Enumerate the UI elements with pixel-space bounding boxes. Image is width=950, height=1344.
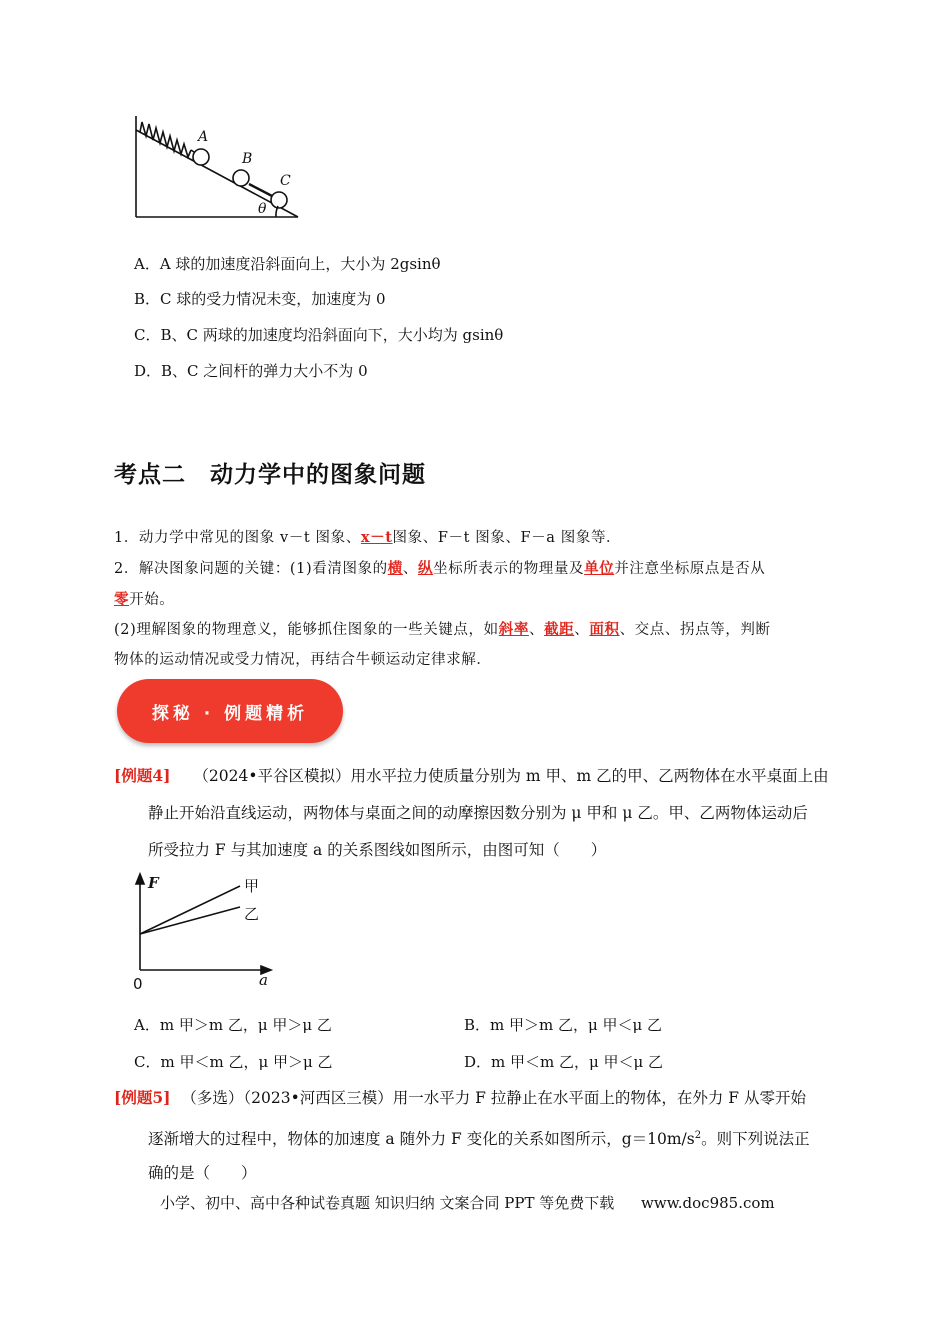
ex4-line-2: 静止开始沿直线运动，两物体与桌面之间的动摩擦因数分别为 μ 甲和 μ 乙。甲、乙两物体运动后 (148, 804, 808, 822)
ex4-graph (128, 868, 288, 993)
label-c: C (280, 173, 291, 189)
q3-option-c: C．B、C 两球的加速度均沿斜面向下，大小均为 gsinθ (134, 326, 504, 344)
ex4-option-d: D．m 甲＜m 乙，μ 甲＜μ 乙 (464, 1053, 664, 1071)
ex5-line-2: 逐渐增大的过程中，物体的加速度 a 随外力 F 变化的关系如图所示，$g=10m/s^2$。则下列说法正 (148, 1130, 810, 1149)
incline-figure (128, 110, 308, 225)
label-theta: θ (258, 201, 267, 217)
section-para-1: 1．动力学中常见的图象 v－t 图象、x－t图象、F－t 图象、F－a 图象等． (114, 529, 622, 546)
ex4-label-jia: 甲 (244, 877, 260, 895)
ex5-tag: [例题5] (114, 1088, 171, 1107)
example-banner: 探秘 · 例题精析 (117, 679, 343, 743)
spring-icon (140, 122, 191, 157)
q3-option-b: B．C 球的受力情况未变，加速度为 0 (134, 290, 386, 308)
ex4-option-c: C．m 甲＜m 乙，μ 甲＞μ 乙 (134, 1053, 333, 1071)
ex4-line-yi (140, 907, 240, 934)
label-b: B (242, 151, 253, 167)
q3-option-d: D．B、C 之间杆的弹力大小不为 0 (134, 362, 368, 380)
label-a: A (198, 129, 209, 145)
section-para-2: 2．解决图象问题的关键：(1)看清图象的横、纵坐标所表示的物理量及单位并注意坐标原点是否从 (114, 560, 766, 577)
ex5-line-1: [例题5] （多选）（2023•河西区三模）用一水平力 F 拉静止在水平面上的物体，在外力 F 从零开始 (114, 1088, 806, 1107)
footer-url: www.doc985.com (641, 1194, 775, 1212)
footer (160, 1192, 775, 1213)
ball-c-icon (271, 192, 287, 208)
rod-bc (249, 184, 274, 197)
ex4-y-arrow-icon (136, 874, 144, 884)
section-para-3: (2)理解图象的物理意义，能够抓住图象的一些关键点，如斜率、截距、面积、交点、拐点等，判断 (114, 621, 771, 638)
ex4-line-jia (140, 886, 240, 934)
ball-a-icon (193, 149, 209, 165)
ex4-option-b: B．m 甲＞m 乙，μ 甲＜μ 乙 (464, 1016, 663, 1034)
ex4-line-3: 所受拉力 F 与其加速度 a 的关系图线如图所示，由图可知（ ） (148, 841, 607, 859)
ex4-x-label: a (259, 971, 268, 989)
ex4-label-yi: 乙 (244, 905, 260, 923)
ex4-line-1: [例题4] （2024•平谷区模拟）用水平拉力使质量分别为 m 甲、m 乙的甲、乙两物体在水平桌面上由 (114, 766, 829, 785)
q3-option-a: A．A 球的加速度沿斜面向上，大小为 2gsinθ (134, 255, 441, 273)
ex4-y-label: F (148, 874, 159, 892)
footer-text: 小学、初中、高中各种试卷真题 知识归纳 文案合同 PPT 等免费下载 (160, 1194, 615, 1212)
ball-b-icon (233, 170, 249, 186)
section-heading: 考点二 动力学中的图象问题 (114, 462, 426, 488)
section-para-3b: 物体的运动情况或受力情况，再结合牛顿运动定律求解． (114, 652, 492, 668)
ex5-line-3: 确的是（ ） (148, 1164, 257, 1182)
ex4-origin: 0 (133, 975, 143, 993)
section-para-2b: 零开始。 (114, 591, 175, 608)
ex4-tag: [例题4] (114, 766, 171, 785)
ex4-option-a: A．m 甲＞m 乙，μ 甲＞μ 乙 (134, 1016, 332, 1034)
